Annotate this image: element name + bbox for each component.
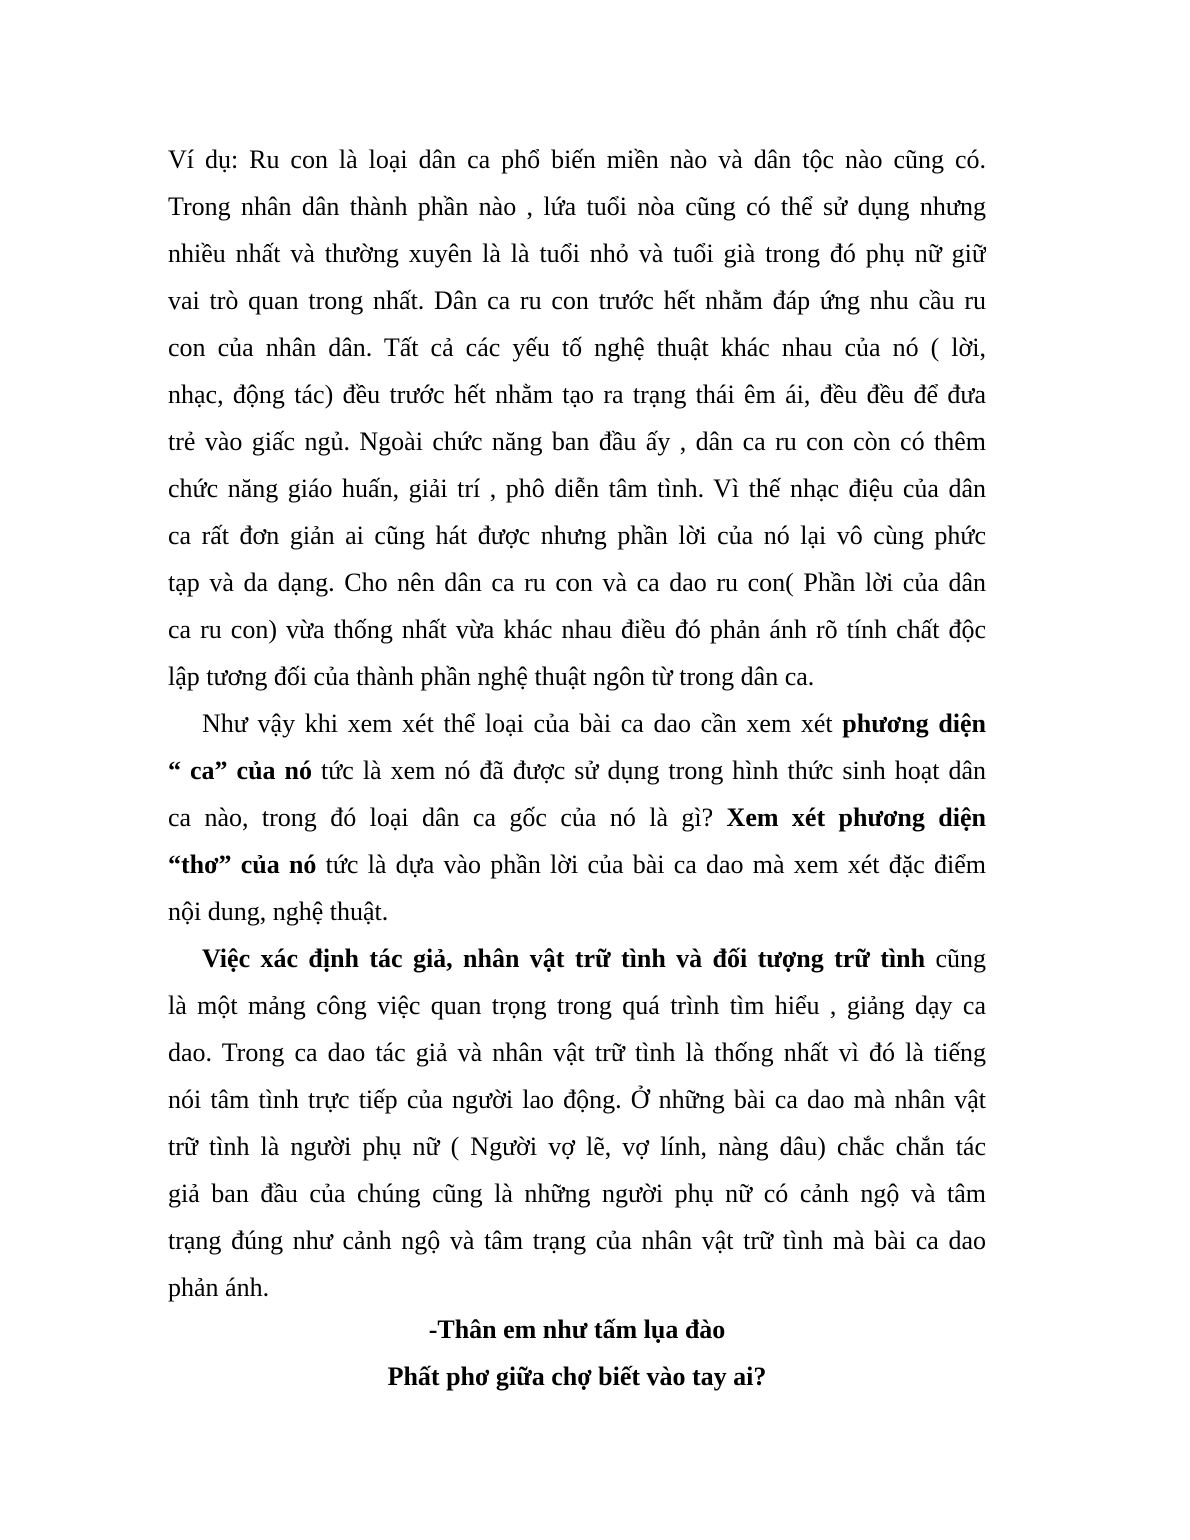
bold-text: Việc xác định tác giả, nhân vật trữ tình và đối tượng trữ tình [202, 944, 926, 973]
text-line: phản ánh. [168, 1273, 270, 1302]
text-line: vai trò quan trong nhất. Dân ca ru con trước hết nhằm đáp ứng nhu cầu ru [168, 286, 986, 315]
bold-text: “thơ” của nó [168, 850, 317, 879]
bold-text: “ ca” của nó [168, 756, 312, 785]
text-line: tạp và da dạng. Cho nên dân ca ru con và ca dao ru con( Phần lời của dân [168, 568, 986, 597]
text-line: nội dung, nghệ thuật. [168, 897, 389, 926]
text-line: ca rất đơn giản ai cũng hát được nhưng phần lời của nó lại vô cùng phức [168, 521, 986, 550]
text-line [168, 794, 986, 841]
text-line [168, 841, 986, 888]
text-line: nói tâm tình trực tiếp của người lao động. Ở những bài ca dao mà nhân vật [168, 1085, 986, 1114]
text-line: trạng đúng như cảnh ngộ và tâm trạng của nhân vật trữ tình mà bài ca dao [168, 1226, 986, 1255]
poem-line: Phất phơ giữa chợ biết vào tay ai? [387, 1362, 767, 1391]
text-line: nhạc, động tác) đều trước hết nhằm tạo ra trạng thái êm ái, đều đều để đưa [168, 380, 986, 409]
text-line [168, 935, 986, 982]
text-line: dao. Trong ca dao tác giả và nhân vật trữ tình là thống nhất vì đó là tiếng [168, 1038, 986, 1067]
text-line: giả ban đầu của chúng cũng là những người phụ nữ có cảnh ngộ và tâm [168, 1179, 986, 1208]
plain-text: ca nào, trong đó loại dân ca gốc của nó là gì? [168, 803, 727, 832]
bold-text: Xem xét phương diện [726, 803, 986, 832]
plain-text: tức là xem nó đã được sử dụng trong hình thức sinh hoạt dân [311, 756, 986, 785]
poem-quote [168, 1306, 986, 1400]
paragraph-example [168, 136, 986, 700]
text-line: trẻ vào giấc ngủ. Ngoài chức năng ban đầu ấy , dân ca ru con còn có thêm [168, 427, 986, 456]
poem-line: -Thân em như tấm lụa đào [428, 1315, 726, 1344]
text-line: nhiều nhất và thường xuyên là là tuổi nhỏ và tuổi già trong đó phụ nữ giữ [168, 239, 986, 268]
text-line [168, 747, 986, 794]
plain-text: cũng [925, 944, 986, 973]
paragraph-genre-aspects [168, 700, 986, 935]
text-line: chức năng giáo huấn, giải trí , phô diễn tâm tình. Vì thế nhạc điệu của dân [168, 474, 986, 503]
plain-text: Như vậy khi xem xét thể loại của bài ca dao cần xem xét [202, 709, 843, 738]
plain-text: tức là dựa vào phần lời của bài ca dao mà xem xét đặc điểm [316, 850, 986, 879]
text-line: lập tương đối của thành phần nghệ thuật ngôn từ trong dân ca. [168, 662, 815, 691]
text-line: con của nhân dân. Tất cả các yếu tố nghệ thuật khác nhau của nó ( lời, [168, 333, 986, 362]
text-line: trữ tình là người phụ nữ ( Người vợ lẽ, vợ lính, nàng dâu) chắc chắn tác [168, 1132, 986, 1161]
text-line [168, 700, 986, 747]
body-text [168, 136, 986, 1311]
bold-text: phương diện [842, 709, 986, 738]
text-line: Trong nhân dân thành phần nào , lứa tuổi nòa cũng có thể sử dụng nhưng [168, 192, 986, 221]
text-line: là một mảng công việc quan trọng trong quá trình tìm hiểu , giảng dạy ca [168, 991, 986, 1020]
paragraph-author-lyrical-character [168, 935, 986, 1311]
text-line: Ví dụ: Ru con là loại dân ca phổ biến miền nào và dân tộc nào cũng có. [168, 145, 986, 174]
text-line: ca ru con) vừa thống nhất vừa khác nhau điều đó phản ánh rõ tính chất độc [168, 615, 986, 644]
